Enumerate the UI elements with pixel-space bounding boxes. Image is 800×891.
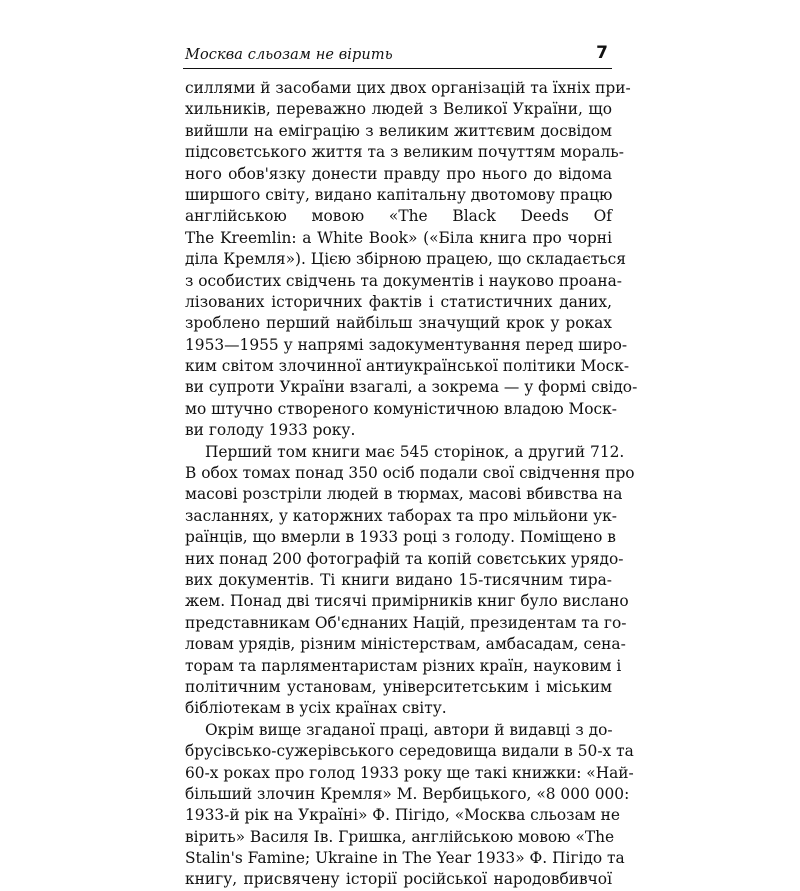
text-line: ного обов'язку донести правду про нього до відома bbox=[185, 164, 612, 183]
text-line: масові розстріли людей в тюрмах, масові вбивства на bbox=[185, 485, 623, 504]
text-line: представникам Об'єднаних Націй, президентам та го- bbox=[185, 613, 627, 632]
paragraph-end-line: ви голоду 1933 року. bbox=[185, 421, 356, 440]
text-line: ви супроти України взагалі, а зокрема — у формі свідо- bbox=[185, 378, 638, 397]
text-line: англійською мовою «The Black Deeds Of bbox=[185, 207, 612, 226]
text-line: діла Кремля»). Цією збірною працею, що складається bbox=[185, 250, 626, 269]
body-text bbox=[185, 78, 638, 891]
text-line: вийшли на еміграцію з великим життєвим досвідом bbox=[185, 121, 612, 140]
text-line: засланнях, у каторжних таборах та про мільйони ук- bbox=[185, 506, 617, 525]
text-line: лізованих історичних фактів і статистичних даних, bbox=[185, 292, 612, 311]
text-line: політичним установам, університетським і міським bbox=[185, 677, 612, 696]
text-line: The Kreemlin: a White Book» («Біла книга про чорні bbox=[185, 228, 612, 247]
text-line: раїнців, що вмерли в 1933 році з голоду. Поміщено в bbox=[185, 528, 616, 547]
text-line: В обох томах понад 350 осіб подали свої свідчення про bbox=[185, 464, 635, 483]
text-line: мо штучно створеного комуністичною владою Моск- bbox=[185, 399, 617, 418]
text-line: ким світом злочинної антиукраїнської політики Моск- bbox=[185, 357, 630, 376]
text-line: торам та парляментаристам різних країн, науковим і bbox=[185, 656, 622, 675]
text-line: ловам урядів, різним міністерствам, амбасадам, сена- bbox=[185, 635, 626, 654]
text-line: вих документів. Ті книги видано 15-тисячним тира- bbox=[185, 570, 612, 589]
text-line: підсовєтського життя та з великим почуттям мораль- bbox=[185, 143, 624, 162]
header-rule bbox=[183, 68, 612, 69]
text-line: зроблено перший найбільш значущий крок у роках bbox=[185, 314, 612, 333]
text-line: брусівсько-сужерівського середовища видали в 50-х та bbox=[185, 742, 634, 761]
paragraph-end-line: бібліотекам в усіх країнах світу. bbox=[185, 699, 447, 718]
text-line: більший злочин Кремля» М. Вербицького, «8 000 000: bbox=[185, 784, 630, 803]
page-number: 7 bbox=[596, 43, 608, 63]
text-line: 1953—1955 у напрямі задокументування перед широ- bbox=[185, 335, 628, 354]
text-line: хильників, переважно людей з Великої України, що bbox=[185, 100, 612, 119]
text-line: книгу, присвячену історії російської народовбивчої bbox=[185, 870, 612, 889]
text-line: 1933-й рік на Україні» Ф. Пігідо, «Москва сльозам не bbox=[185, 806, 620, 825]
text-line: ширшого світу, видано капітальну двотомову працю bbox=[185, 185, 613, 204]
text-line: них понад 200 фотографій та копій совєтських урядо- bbox=[185, 549, 624, 568]
text-line: вірить» Василя Ів. Гришка, англійською мовою «The bbox=[185, 827, 615, 846]
text-line: Stalin's Famine; Ukraine in The Year 1933» Ф. Пігідо та bbox=[185, 849, 625, 868]
paragraph-start-line: Перший том книги має 545 сторінок, а другий 712. bbox=[205, 442, 625, 461]
page-header bbox=[183, 43, 612, 71]
paragraph-start-line: Окрім вище згаданої праці, автори й видавці з до- bbox=[205, 720, 613, 739]
text-line: силлями й засобами цих двох організацій та їхніх при- bbox=[185, 79, 631, 97]
text-line: жем. Понад дві тисячі примірників книг було вислано bbox=[185, 592, 629, 611]
text-line: з особистих свідчень та документів і науково проана- bbox=[185, 271, 622, 290]
running-title: Москва сльозам не вірить bbox=[185, 47, 393, 63]
text-line: 60-х роках про голод 1933 року ще такі книжки: «Най- bbox=[185, 763, 634, 782]
